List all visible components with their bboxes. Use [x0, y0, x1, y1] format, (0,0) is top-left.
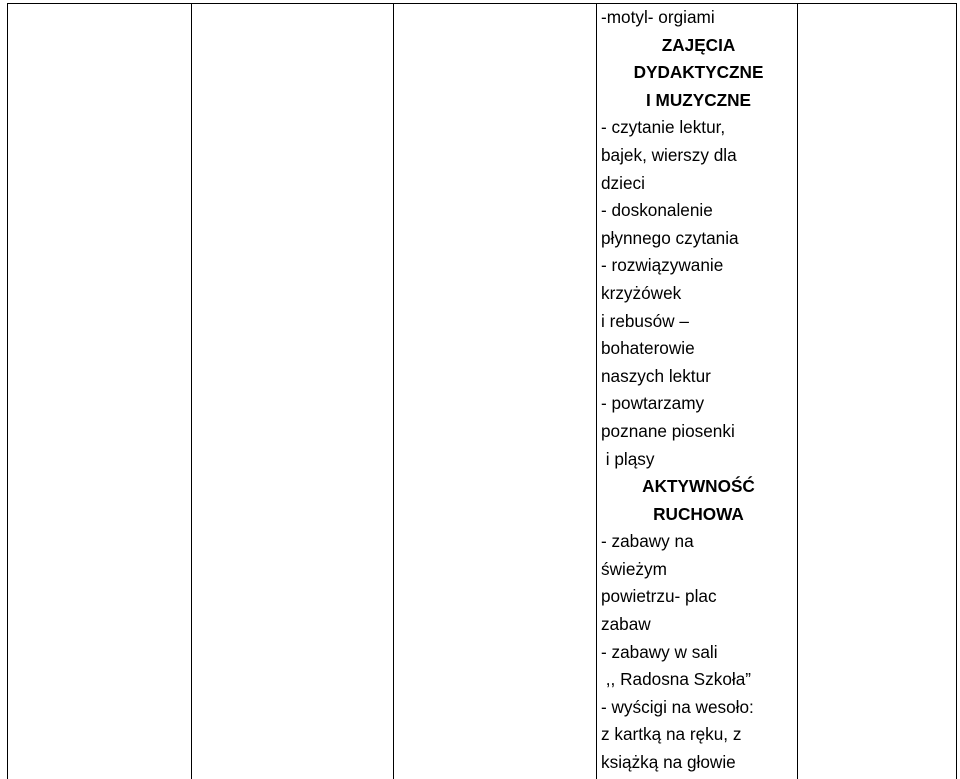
- section-heading: RUCHOWA: [653, 503, 744, 524]
- section-heading: I MUZYCZNE: [645, 89, 752, 110]
- cell-line: - powtarzamy: [601, 393, 705, 414]
- column-border-3: [393, 3, 394, 779]
- column-border-5: [797, 3, 798, 779]
- column-border-4: [596, 3, 597, 779]
- cell-line: bajek, wierszy dla: [601, 144, 737, 165]
- section-heading: AKTYWNOŚĆ: [642, 476, 755, 497]
- cell-line: zabaw: [601, 614, 651, 635]
- cell-line: dzieci: [601, 172, 645, 193]
- cell-line: - doskonalenie: [601, 200, 713, 221]
- cell-line: naszych lektur: [601, 365, 711, 386]
- cell-line: bohaterowie: [601, 338, 695, 359]
- section-heading: DYDAKTYCZNE: [633, 62, 764, 83]
- cell-line: książką na głowie: [601, 752, 736, 773]
- cell-line: krzyżówek: [601, 282, 682, 303]
- cell-line: powietrzu- plac: [601, 586, 717, 607]
- cell-line: i rebusów –: [601, 310, 689, 331]
- section-heading: ZAJĘCIA: [661, 34, 736, 55]
- cell-line: płynnego czytania: [601, 227, 739, 248]
- cell-line: z kartką na ręku, z: [601, 724, 742, 745]
- cell-line: i pląsy: [601, 448, 655, 469]
- cell-line: - zabawy na: [601, 531, 694, 552]
- column-border-2: [191, 3, 192, 779]
- cell-line: - rozwiązywanie: [601, 255, 724, 276]
- column-border-1: [7, 3, 8, 779]
- table-top-border: [7, 3, 957, 4]
- activities-cell: [601, 4, 796, 777]
- cell-line: - wyścigi na wesoło:: [601, 696, 754, 717]
- cell-line: poznane piosenki: [601, 420, 735, 441]
- cell-line: -motyl- orgiami: [601, 7, 715, 27]
- cell-line: ,, Radosna Szkoła”: [601, 669, 751, 690]
- column-border-6: [956, 3, 957, 779]
- cell-line: - zabawy w sali: [601, 641, 718, 662]
- cell-line: świeżym: [601, 558, 667, 579]
- cell-line: - czytanie lektur,: [601, 117, 726, 138]
